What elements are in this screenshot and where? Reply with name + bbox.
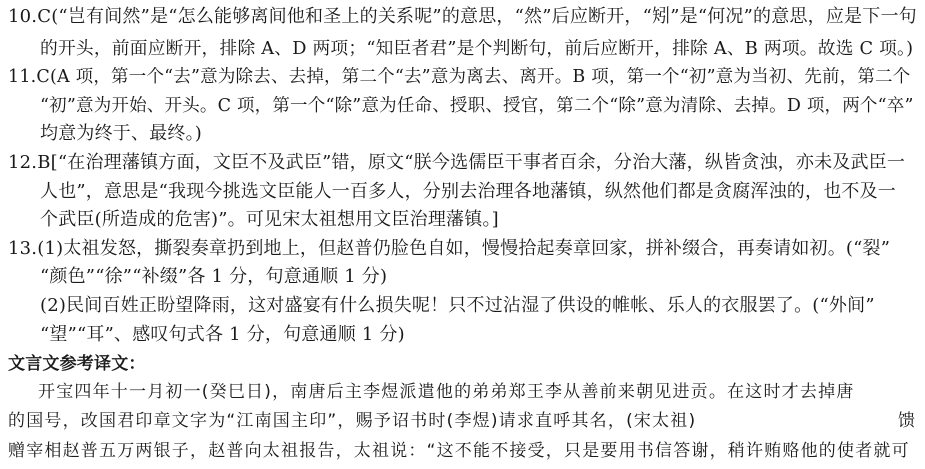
answer-13-line-2: “颜色”“徐”“补缀”各 1 分，句意通顺 1 分) <box>40 266 388 287</box>
answer-11-line-1: 11.C(A 项，第一个“去”意为除去、去掉，第二个“去”意为离去、离开。B 项，第一个“初”意为当初、先前，第二个 <box>8 67 911 87</box>
answer-12-line-1: 12.B[“在治理藩镇方面，文臣不及武臣”错，原文“朕今选儒臣干事者百余，分治大藩，纵皆贪浊，亦未及武臣一 <box>8 152 906 173</box>
answer-12-line-2: 人也”，意思是“我现今挑选文臣能人一百多人，分别去治理各地藩镇，纵然他们都是贪腐浑浊的，也不及一 <box>40 181 896 202</box>
translation-heading: 文言文参考译文： <box>8 354 146 374</box>
answer-13-line-3: (2)民间百姓正盼望降雨，这对盛宴有什么损失呢！只不过沾湿了供设的帷帐、乐人的衣服罢了。(“外间” <box>40 295 875 316</box>
answer-12-line-3: 个武臣(所造成的危害)”。可见宋太祖想用文臣治理藩镇。] <box>40 209 499 230</box>
translation-line-3: 赠宰相赵普五万两银子，赵普向太祖报告，太祖说：“这不能不接受，只是要用书信答谢，稍许贿赂他的使者就可 <box>8 441 910 461</box>
answer-11-line-2: “初”意为开始、开头。C 项，第一个“除”意为任命、授职、授官，第二个“除”意为清除、去掉。D 项，两个“卒” <box>40 96 914 116</box>
translation-line-2-end: 馈 <box>898 411 917 431</box>
answer-10-line-2: 的开头，前面应断开，排除 A、D 两项；“知臣者君”是个判断句，前后应断开，排除 A、B 两项。故选 C 项。) <box>40 39 914 59</box>
answer-13-line-4: “望”“耳”、感叹句式各 1 分，句意通顺 1 分) <box>40 324 405 345</box>
answer-10-line-1: 10.C(“岂有间然”是“怎么能够离间他和圣上的关系呢”的意思，“然”后应断开，“矧”是“何况”的意思，应是下一句 <box>8 6 917 27</box>
answer-11-line-3: 均意为终于、最终。) <box>40 123 203 144</box>
translation-line-2: 的国号，改国君印章文字为“江南国主印”，赐予诏书时(李煜)请求直呼其名，(宋太祖) <box>8 411 697 431</box>
answer-13-line-1: 13.(1)太祖发怒，撕裂奏章扔到地上，但赵普仍脸色自如，慢慢拾起奏章回家，拼补缀合，再奏请如初。(“裂” <box>8 238 891 259</box>
translation-line-1: 开宝四年十一月初一(癸巳日)，南唐后主李煜派遣他的弟弟郑王李从善前来朝见进贡。在这时才去掉唐 <box>38 382 855 402</box>
